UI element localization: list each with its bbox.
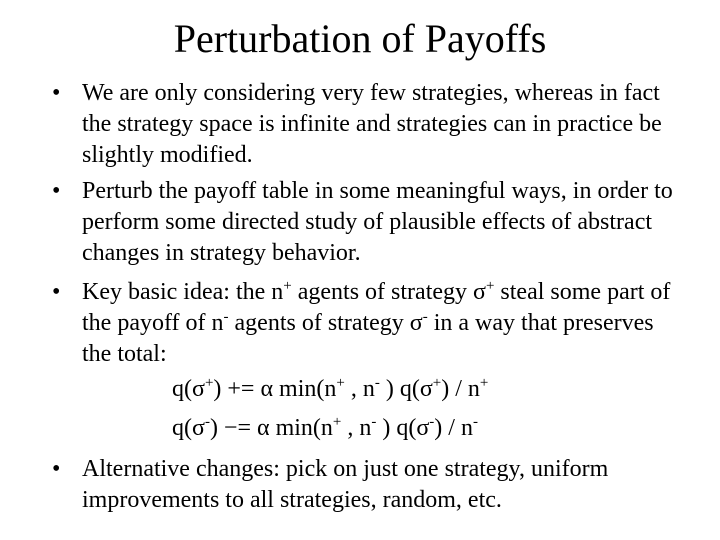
bullet-1 (50, 78, 680, 171)
bullet-2 (50, 176, 680, 269)
formula-run: ) q(σ (376, 415, 430, 441)
text-run: steal some part of the payoff of n (82, 279, 671, 336)
superscript: + (432, 375, 442, 391)
formula-run: ) −= α min(n (209, 415, 333, 441)
bullet-text: Perturb the payoff table in some meaningful ways, in order to perform some directed study of plausible effects of abstract changes in strategy behavior. (82, 178, 673, 266)
bullet-text: We are only considering very few strategies, whereas in fact the strategy space is infinite and strategies can in practice be slightly modified. (82, 80, 662, 168)
superscript: - (429, 414, 435, 430)
bullet-text (82, 277, 680, 370)
bullet-dot: • (52, 178, 61, 204)
text-run: agents of strategy σ (228, 310, 423, 336)
superscript: - (204, 414, 210, 430)
superscript: - (374, 375, 380, 391)
superscript: + (336, 375, 345, 391)
bullet-3 (50, 277, 680, 370)
superscript: + (283, 278, 292, 294)
formula-minus (172, 413, 478, 444)
formula-run: q(σ (172, 376, 205, 402)
formula-run: q(σ (172, 415, 205, 441)
formula-run: , n (341, 415, 372, 441)
formula-run: ) += α min(n (213, 376, 337, 402)
superscript: - (223, 309, 229, 325)
superscript: + (332, 414, 342, 430)
formula-run: ) / n (434, 415, 473, 441)
formula-plus (172, 374, 488, 405)
formula-run: ) / n (441, 376, 480, 402)
superscript: + (485, 278, 495, 294)
superscript: + (204, 375, 214, 391)
bullet-text: Alternative changes: pick on just one strategy, uniform improvements to all strategies, random, etc. (82, 456, 609, 513)
bullet-dot: • (52, 80, 61, 106)
formula-run: , n (344, 376, 375, 402)
superscript: - (472, 414, 478, 430)
formula-run: ) q(σ (379, 376, 433, 402)
superscript: - (422, 309, 428, 325)
text-run: agents of strategy σ (291, 279, 486, 305)
bullet-4 (50, 454, 680, 516)
text-run: Key basic idea: the n (82, 279, 284, 305)
superscript: + (479, 375, 489, 391)
superscript: - (371, 414, 377, 430)
text-run: in a way that preserves the total: (82, 310, 654, 367)
bullet-dot: • (52, 456, 61, 482)
bullet-dot: • (52, 279, 61, 305)
slide-title: Perturbation of Payoffs (173, 16, 547, 61)
